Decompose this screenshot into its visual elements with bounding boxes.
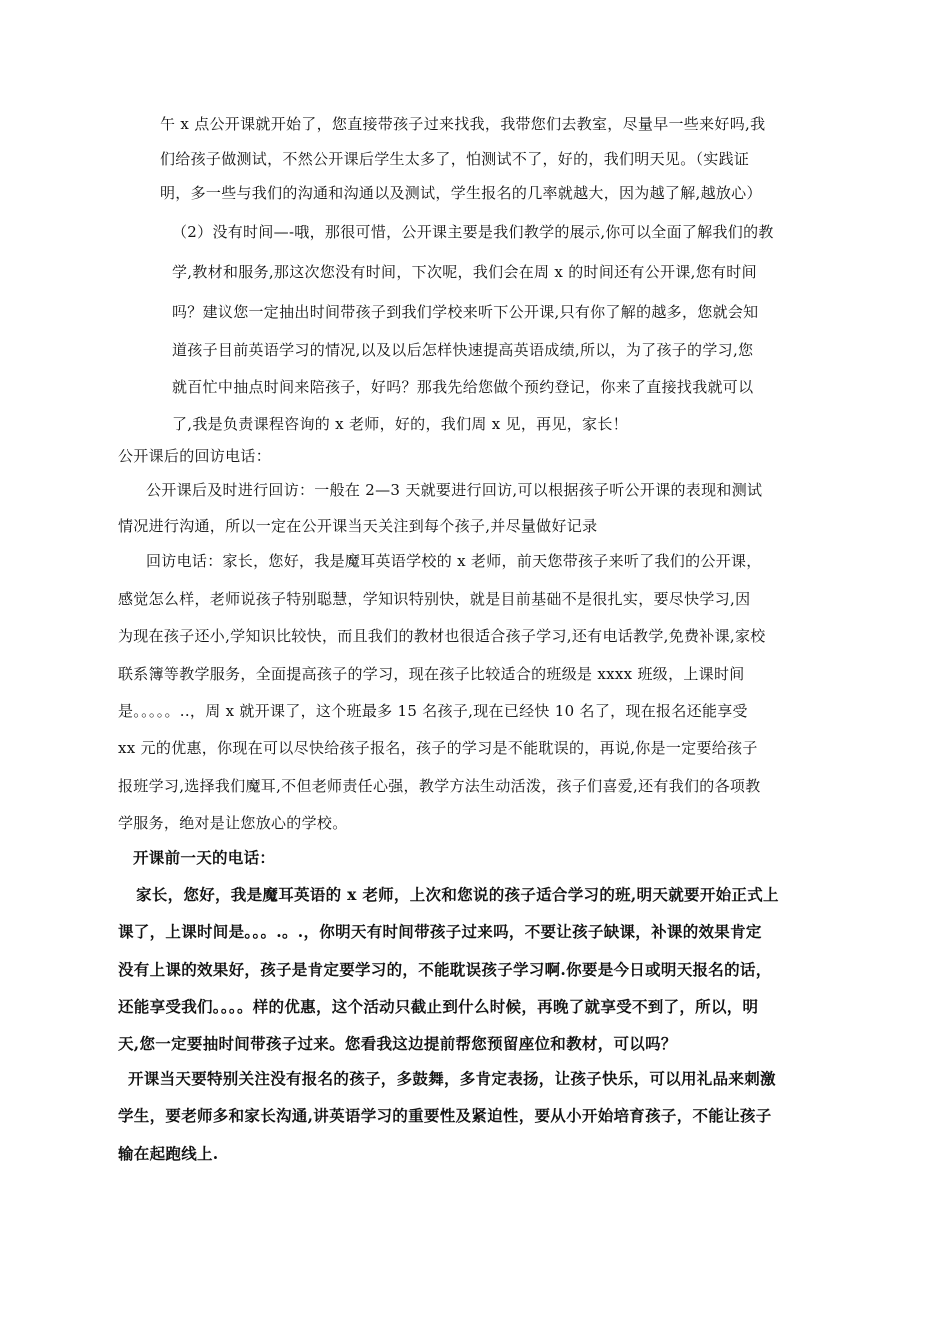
text-line: 学,教材和服务,那这次您没有时间，下次呢，我们会在周 x 的时间还有公开课,您有时间 — [172, 263, 757, 281]
text-line: 报班学习,选择我们魔耳,不但老师责任心强，教学方法生动活泼，孩子们喜爱,还有我们的各项教 — [118, 777, 761, 795]
text-line: （2）没有时间—-哦，那很可惜，公开课主要是我们教学的展示,你可以全面了解我们的教 — [172, 223, 774, 241]
text-line: 就百忙中抽点时间来陪孩子，好吗？那我先给您做个预约登记，你来了直接找我就可以 — [172, 378, 754, 396]
text-line: 家长，您好，我是魔耳英语的 x 老师，上次和您说的孩子适合学习的班,明天就要开始正式上 — [136, 885, 779, 904]
section-heading-day-before: 开课前一天的电话： — [133, 848, 276, 867]
text-line: 为现在孩子还小,学知识比较快，而且我们的教材也很适合孩子学习,还有电话教学,免费补课,家校 — [118, 627, 766, 645]
text-line: 道孩子目前英语学习的情况,以及以后怎样快速提高英语成绩,所以，为了孩子的学习,您 — [172, 341, 754, 359]
text-line: 学生，要老师多和家长沟通,讲英语学习的重要性及紧迫性，要从小开始培育孩子，不能让孩子 — [118, 1106, 772, 1125]
text-line: 学服务，绝对是让您放心的学校。 — [118, 814, 348, 832]
text-line: 们给孩子做测试，不然公开课后学生太多了，怕测试不了，好的，我们明天见。（实践证 — [160, 150, 750, 168]
text-line: 情况进行沟通，所以一定在公开课当天关注到每个孩子,并尽量做好记录 — [118, 517, 598, 535]
text-line: 还能享受我们。。。。样的优惠，这个活动只截止到什么时候，再晚了就享受不到了，所以，明 — [118, 997, 759, 1016]
text-line: 开课当天要特别关注没有报名的孩子，多鼓舞，多肯定表扬，让孩子快乐，可以用礼品来刺激 — [128, 1069, 776, 1088]
text-line: 回访电话：家长，您好，我是魔耳英语学校的 x 老师，前天您带孩子来听了我们的公开课， — [146, 552, 762, 570]
text-line: 明，多一些与我们的沟通和沟通以及测试，学生报名的几率就越大，因为越了解,越放心） — [160, 184, 762, 202]
section-heading-followup: 公开课后的回访电话： — [118, 447, 272, 465]
text-line: 是。。。。。..，周 x 就开课了，这个班最多 15 名孩子,现在已经快 10 名了，现在报名还能享受 — [118, 702, 748, 720]
text-line: 没有上课的效果好，孩子是肯定要学习的，不能耽误孩子学习啊.你要是今日或明天报名的话， — [118, 960, 772, 979]
text-line: xx 元的优惠，你现在可以尽快给孩子报名，孩子的学习是不能耽误的，再说,你是一定要给孩子 — [118, 739, 758, 757]
text-line: 吗？建议您一定抽出时间带孩子到我们学校来听下公开课,只有你了解的越多，您就会知 — [172, 303, 759, 321]
text-line: 课了，上课时间是。。。.。.，你明天有时间带孩子过来吗，不要让孩子缺课，补课的效果肯定 — [118, 922, 762, 941]
text-line: 公开课后及时进行回访：一般在 2—3 天就要进行回访,可以根据孩子听公开课的表现和测试 — [146, 481, 763, 499]
text-line: 输在起跑线上. — [118, 1144, 219, 1163]
text-line: 天,您一定要抽时间带孩子过来。您看我这边提前帮您预留座位和教材，可以吗？ — [118, 1034, 677, 1053]
text-line: 联系簿等教学服务，全面提高孩子的学习，现在孩子比较适合的班级是 xxxx 班级，上课时间 — [118, 665, 745, 683]
text-line: 感觉怎么样，老师说孩子特别聪慧，学知识特别快，就是目前基础不是很扎实，要尽快学习,因 — [118, 590, 751, 608]
text-line: 了,我是负责课程咨询的 x 老师，好的，我们周 x 见，再见，家长！ — [172, 415, 628, 433]
text-line: 午 x 点公开课就开始了，您直接带孩子过来找我，我带您们去教室，尽量早一些来好吗,我 — [160, 115, 766, 133]
